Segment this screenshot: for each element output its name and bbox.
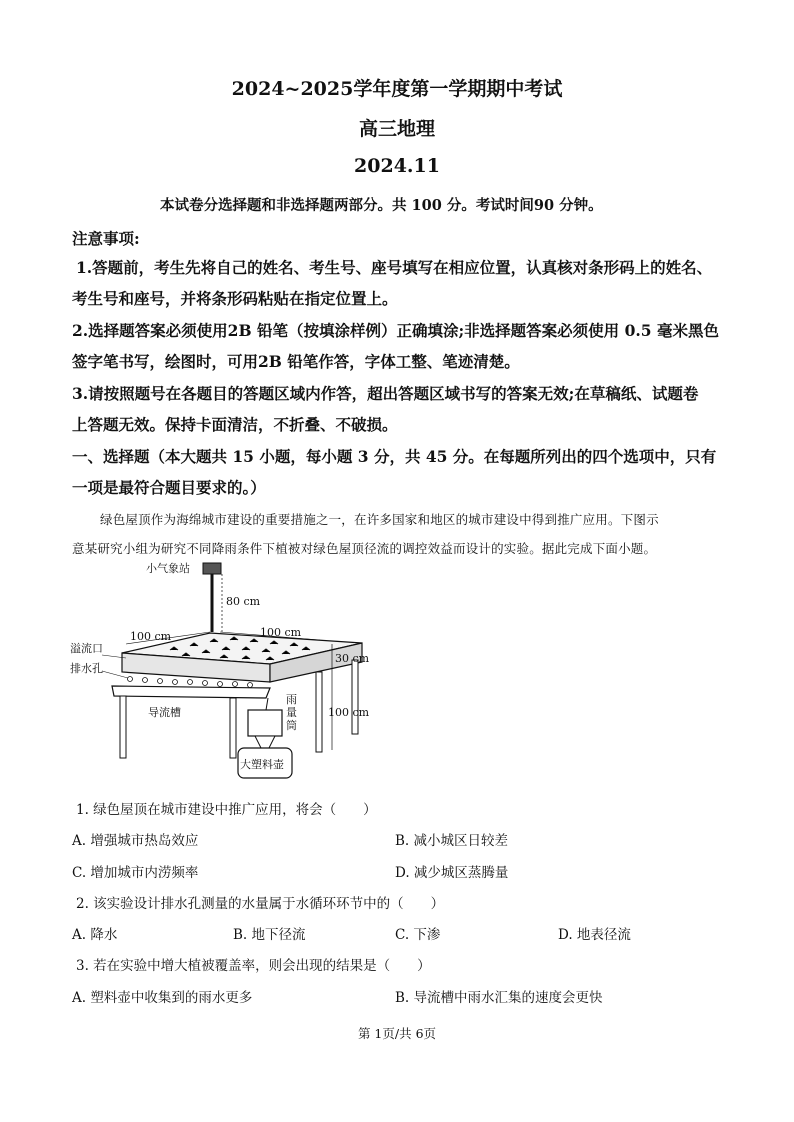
note-1-line-2: 考生号和座号，并将条形码粘贴在指定位置上。 (72, 289, 398, 308)
weather-station-box (203, 563, 221, 574)
note-1-line-1: 1.答题前，考生先将自己的姓名、考生号、座号填写在相应位置，认真核对条形码上的姓名、 (76, 258, 713, 277)
question-2-stem: 2. 该实验设计排水孔测量的水量属于水循环环节中的（ ） (76, 896, 445, 912)
note-3-line-1: 3.请按照题号在各题目的答题区域内作答，超出答题区域书写的答案无效;在草稿纸、试题卷 (72, 384, 699, 403)
label-plastic-pot: 大塑料壶 (240, 758, 284, 771)
question-1-option-c[interactable]: C. 增加城市内涝频率 (72, 865, 199, 881)
label-gauge-1: 雨 (286, 693, 297, 706)
leg-front-right (316, 672, 322, 752)
question-2-option-a[interactable]: A. 降水 (72, 927, 118, 943)
leg-back-right (352, 660, 358, 734)
question-3-option-a[interactable]: A. 塑料壶中收集到的雨水更多 (72, 990, 253, 1006)
question-2-option-b[interactable]: B. 地下径流 (233, 927, 306, 943)
leg-front-mid (230, 698, 236, 758)
page-footer: 第 1页/共 6页 (357, 1026, 437, 1041)
section-heading-line-2: 一项是最符合题目要求的。） (72, 478, 266, 497)
question-3-stem: 3. 若在实验中增大植被覆盖率，则会出现的结果是（ ） (76, 958, 431, 974)
label-overflow: 溢流口 (70, 642, 103, 655)
question-1-option-d[interactable]: D. 减少城区蒸腾量 (395, 865, 509, 881)
exam-subject: 高三地理 (358, 118, 435, 140)
label-guide-trough: 导流槽 (148, 706, 181, 719)
question-1-option-a[interactable]: A. 增强城市热岛效应 (72, 833, 199, 849)
passage-line-2: 意某研究小组为研究不同降雨条件下植被对绿色屋顶径流的调控效益而设计的实验。据此完成下面小题。 (72, 541, 657, 556)
green-roof-experiment-diagram (70, 560, 370, 790)
note-2-line-1: 2.选择题答案必须使用2B 铅笔（按填涂样例）正确填涂;非选择题答案必须使用 0.5 毫米黑色 (72, 321, 719, 340)
exam-title: 2024~2025学年度第一学期期中考试 (231, 78, 563, 100)
section-heading-line-1: 一、选择题（本大题共 15 小题，每小题 3 分，共 45 分。在每题所列出的四个选项中，只有 (72, 447, 717, 466)
label-drain-hole: 排水孔 (70, 662, 103, 675)
label-80cm: 80 cm (226, 595, 261, 608)
trough-spout (266, 698, 268, 710)
question-1-option-b[interactable]: B. 减小城区日较差 (395, 833, 509, 849)
question-2-option-d[interactable]: D. 地表径流 (558, 927, 631, 943)
rain-gauge-funnel (255, 736, 275, 748)
question-3-option-b[interactable]: B. 导流槽中雨水汇集的速度会更快 (395, 990, 603, 1006)
passage-line-1: 绿色屋顶作为海绵城市建设的重要措施之一，在许多国家和地区的城市建设中得到推广应用。下图示 (100, 512, 659, 527)
label-gauge-3: 筒 (286, 719, 297, 732)
note-2-line-2: 签字笔书写，绘图时，可用2B 铅笔作答，字体工整、笔迹清楚。 (72, 352, 520, 371)
notes-heading: 注意事项: (72, 229, 140, 248)
label-100cm-height: 100 cm (328, 706, 370, 719)
label-gauge-2: 量 (286, 706, 297, 719)
guide-trough (112, 686, 270, 698)
exam-intro: 本试卷分选择题和非选择题两部分。共 100 分。考试时间90 分钟。 (160, 197, 603, 214)
label-station: 小气象站 (146, 562, 190, 575)
rain-gauge (248, 710, 282, 736)
label-30cm: 30 cm (335, 652, 370, 665)
label-100cm-right: 100 cm (260, 626, 302, 639)
exam-date: 2024.11 (354, 155, 440, 177)
question-2-option-c[interactable]: C. 下渗 (395, 927, 441, 943)
label-100cm-left: 100 cm (130, 630, 172, 643)
note-3-line-2: 上答题无效。保持卡面清洁，不折叠、不破损。 (72, 415, 398, 434)
leg-front-left (120, 696, 126, 758)
question-1-stem: 1. 绿色屋顶在城市建设中推广应用，将会（ ） (76, 802, 377, 818)
